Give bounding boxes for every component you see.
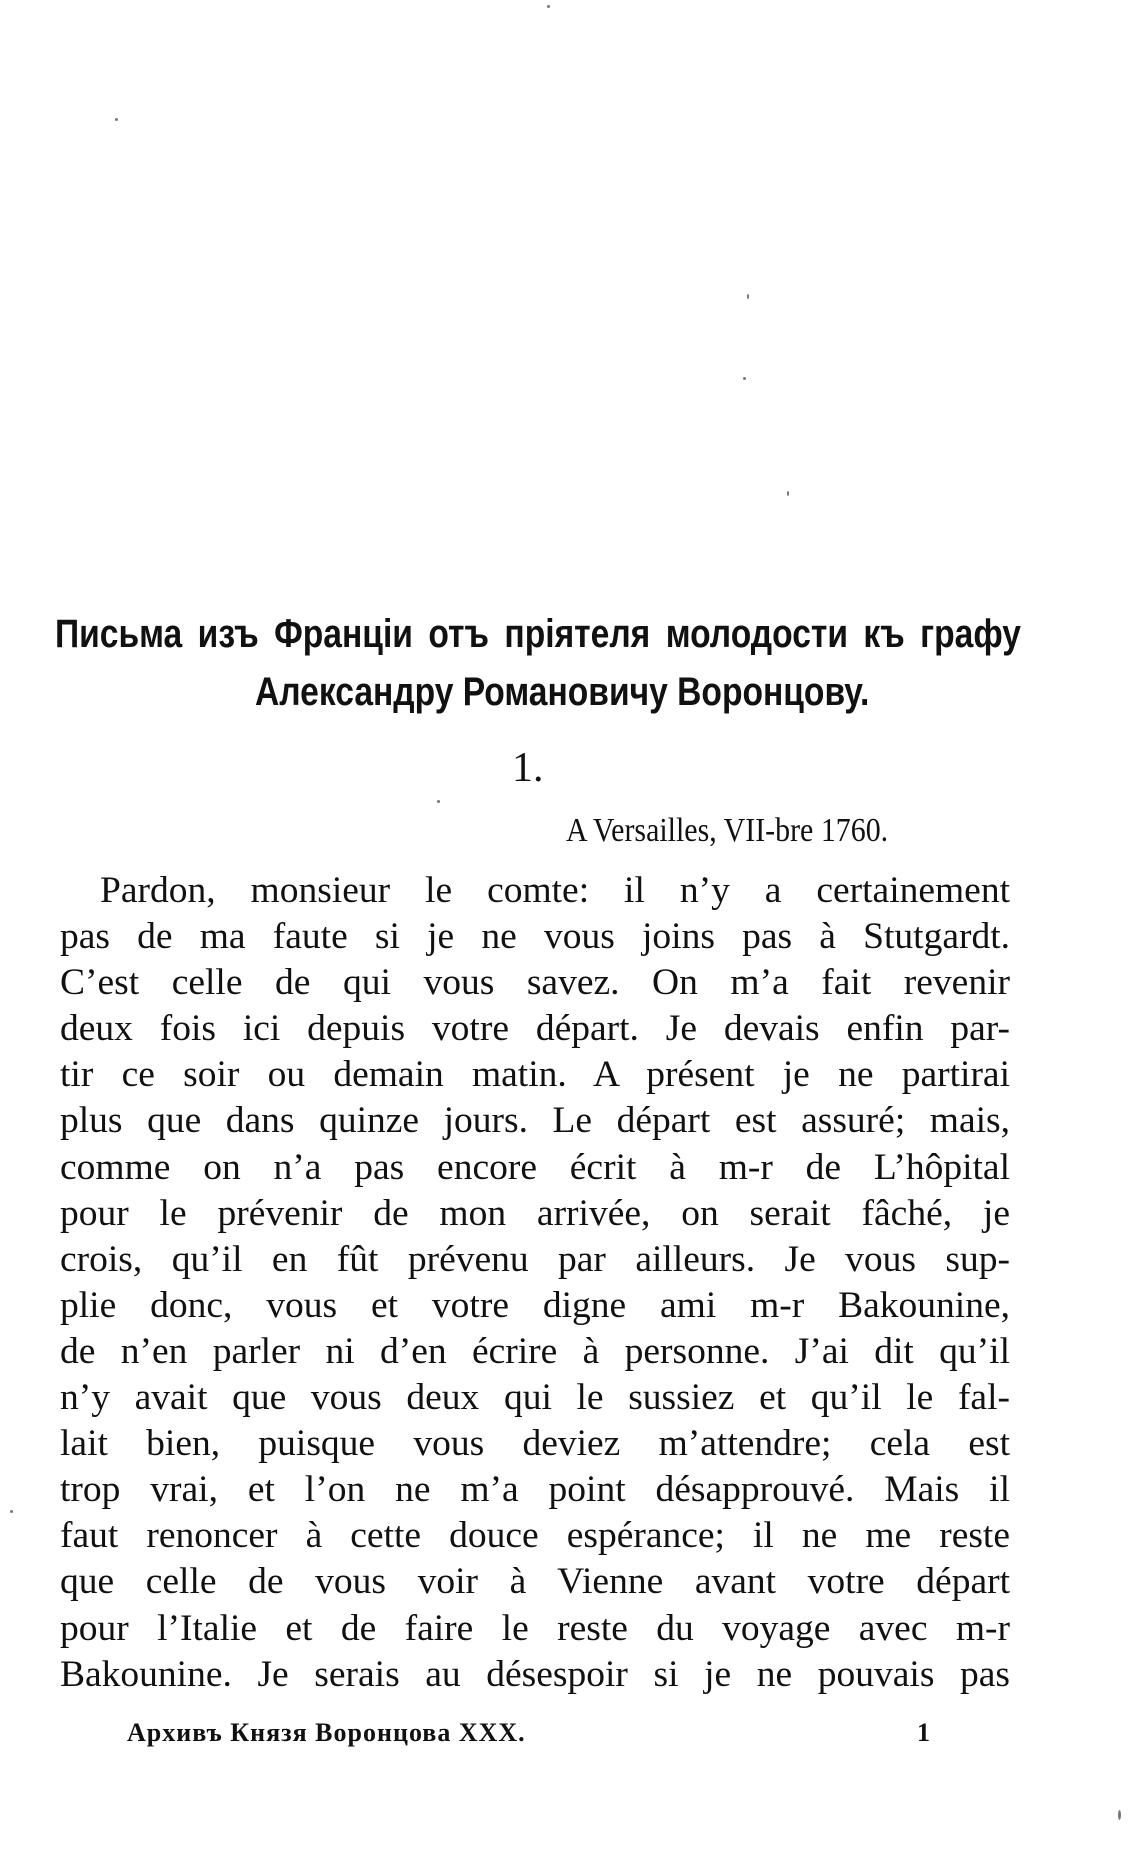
body-line: lait bien, puisque vous deviez m’attendre; cela est — [60, 1423, 1010, 1465]
body-line: n’y avait que vous deux qui le sussiez et qu’il le fal- — [60, 1377, 1010, 1419]
scan-speck — [747, 294, 749, 299]
body-line: pas de ma faute si je ne vous joins pas à Stutgardt. — [60, 916, 1010, 958]
body-line: pour l’Italie et de faire le reste du voyage avec m-r — [60, 1607, 1010, 1649]
scan-speck — [10, 1510, 13, 1513]
running-title: Архивъ Князя Воронцова XXX. — [127, 1718, 526, 1747]
body-line: de n’en parler ni d’en écrire à personne. J’ai dit qu’il — [60, 1330, 1010, 1372]
dateline: A Versailles, VII-bre 1760. — [566, 812, 889, 849]
body-line: plie donc, vous et votre digne ami m-r Bakounine, — [60, 1284, 1010, 1326]
heading-line-2: Александру Романовичу Воронцову. — [255, 670, 870, 714]
body-line: que celle de vous voir à Vienne avant votre départ — [60, 1561, 1010, 1603]
body-line: Pardon, monsieur le comte: il n’y a certainement — [100, 870, 1010, 911]
body-line: tir ce soir ou demain matin. A présent je ne partirai — [60, 1054, 1010, 1096]
body-line: Bakounine. Je serais au désespoir si je ne pouvais pas — [60, 1653, 1010, 1695]
scan-speck — [115, 118, 118, 121]
letter-body — [60, 868, 1010, 1698]
heading-line-1: Письма изъ Франціи отъ пріятеля молодости къ графу — [55, 612, 1021, 656]
body-line: C’est celle de qui vous savez. On m’a fait revenir — [60, 962, 1010, 1004]
body-line: faut renoncer à cette douce espérance; il ne me reste — [60, 1515, 1010, 1557]
scan-speck — [547, 5, 550, 8]
scan-speck — [437, 800, 440, 803]
letter-number: 1. — [512, 745, 544, 791]
body-line: plus que dans quinze jours. Le départ est assuré; mais, — [60, 1100, 1010, 1142]
body-line: deux fois ici depuis votre départ. Je devais enfin par- — [60, 1008, 1010, 1050]
body-line: trop vrai, et l’on ne m’a point désapprouvé. Mais il — [60, 1469, 1010, 1511]
body-line: comme on n’a pas encore écrit à m-r de L’hôpital — [60, 1146, 1010, 1188]
signature-mark: 1 — [917, 1718, 930, 1747]
body-line: crois, qu’il en fût prévenu par ailleurs. Je vous sup- — [60, 1238, 1010, 1280]
scan-speck — [787, 491, 789, 496]
scan-speck — [743, 377, 746, 380]
body-line: pour le prévenir de mon arrivée, on serait fâché, je — [60, 1192, 1010, 1234]
scan-speck — [1118, 1810, 1121, 1820]
